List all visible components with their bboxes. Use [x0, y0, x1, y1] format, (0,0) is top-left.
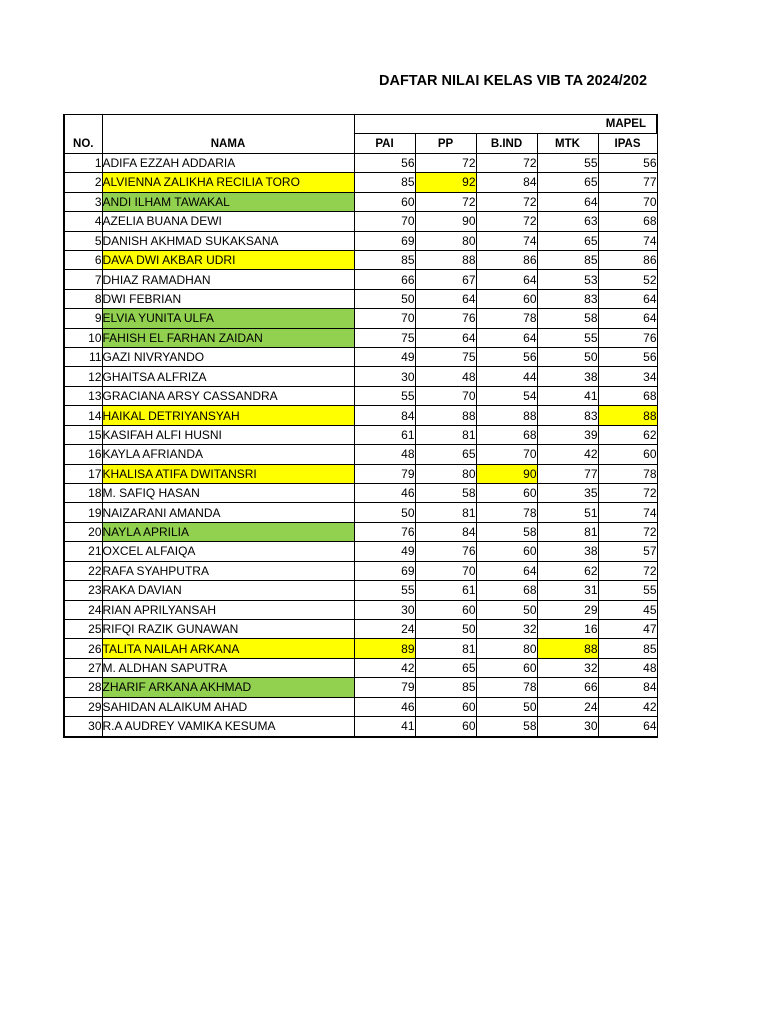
- row-number: 15: [64, 425, 102, 444]
- score-cell: 88: [476, 406, 537, 425]
- score-cell: 65: [415, 658, 476, 677]
- score-cell: 86: [598, 250, 657, 269]
- score-cell: 65: [537, 231, 598, 250]
- score-cell: 92: [415, 173, 476, 192]
- score-cell: 49: [354, 348, 415, 367]
- score-cell: 64: [476, 328, 537, 347]
- header-subject-mtk: MTK: [537, 134, 598, 153]
- score-cell: 50: [537, 348, 598, 367]
- table-row: [64, 192, 657, 211]
- table-row: [64, 425, 657, 444]
- row-number: 6: [64, 250, 102, 269]
- student-name: GAZI NIVRYANDO: [102, 348, 354, 367]
- score-cell: 48: [598, 658, 657, 677]
- table-row: [64, 289, 657, 308]
- table-row: [64, 464, 657, 483]
- score-cell: 55: [354, 386, 415, 405]
- score-cell: 56: [598, 348, 657, 367]
- score-cell: 50: [476, 697, 537, 716]
- table-row: [64, 581, 657, 600]
- score-cell: 38: [537, 542, 598, 561]
- header-nama-label: NAMA: [210, 137, 246, 150]
- score-cell: 45: [598, 600, 657, 619]
- row-number: 17: [64, 464, 102, 483]
- student-name: OXCEL ALFAIQA: [102, 542, 354, 561]
- score-cell: 72: [476, 212, 537, 231]
- score-cell: 83: [537, 406, 598, 425]
- score-cell: 30: [354, 367, 415, 386]
- score-cell: 84: [598, 678, 657, 697]
- score-cell: 70: [415, 561, 476, 580]
- row-number: 21: [64, 542, 102, 561]
- score-cell: 68: [476, 425, 537, 444]
- student-name: NAYLA APRILIA: [102, 522, 354, 541]
- score-cell: 64: [537, 192, 598, 211]
- score-cell: 49: [354, 542, 415, 561]
- score-cell: 42: [598, 697, 657, 716]
- score-cell: 47: [598, 619, 657, 638]
- score-cell: 74: [598, 503, 657, 522]
- row-number: 27: [64, 658, 102, 677]
- row-number: 14: [64, 406, 102, 425]
- table-row: [64, 173, 657, 192]
- score-cell: 88: [537, 639, 598, 658]
- score-cell: 60: [476, 289, 537, 308]
- row-number: 24: [64, 600, 102, 619]
- row-number: 28: [64, 678, 102, 697]
- score-cell: 64: [598, 289, 657, 308]
- student-name: HAIKAL DETRIYANSYAH: [102, 406, 354, 425]
- student-name: SAHIDAN ALAIKUM AHAD: [102, 697, 354, 716]
- table-row: [64, 600, 657, 619]
- score-cell: 64: [598, 309, 657, 328]
- score-cell: 38: [537, 367, 598, 386]
- header-subject-pp: PP: [415, 134, 476, 153]
- score-cell: 56: [354, 153, 415, 172]
- header-no-label: NO.: [73, 137, 94, 150]
- score-cell: 41: [537, 386, 598, 405]
- row-number: 30: [64, 717, 102, 737]
- row-number: 20: [64, 522, 102, 541]
- score-cell: 60: [476, 542, 537, 561]
- score-cell: 76: [415, 309, 476, 328]
- score-cell: 60: [415, 697, 476, 716]
- score-cell: 62: [537, 561, 598, 580]
- table-row: [64, 270, 657, 289]
- table-row: [64, 717, 657, 737]
- student-name: ELVIA YUNITA ULFA: [102, 309, 354, 328]
- page-title: DAFTAR NILAI KELAS VIB TA 2024/202: [379, 73, 648, 89]
- score-cell: 90: [415, 212, 476, 231]
- score-cell: 72: [476, 153, 537, 172]
- score-cell: 77: [537, 464, 598, 483]
- score-cell: 60: [476, 484, 537, 503]
- score-cell: 80: [415, 464, 476, 483]
- score-cell: 63: [537, 212, 598, 231]
- row-number: 19: [64, 503, 102, 522]
- score-cell: 68: [476, 581, 537, 600]
- score-cell: 83: [537, 289, 598, 308]
- score-cell: 77: [598, 173, 657, 192]
- score-cell: 60: [415, 717, 476, 737]
- row-number: 7: [64, 270, 102, 289]
- student-name: M. SAFIQ HASAN: [102, 484, 354, 503]
- score-cell: 85: [415, 678, 476, 697]
- table-row: [64, 250, 657, 269]
- table-row: [64, 406, 657, 425]
- student-name: NAIZARANI AMANDA: [102, 503, 354, 522]
- score-cell: 68: [598, 212, 657, 231]
- score-cell: 29: [537, 600, 598, 619]
- student-name: RAFA SYAHPUTRA: [102, 561, 354, 580]
- score-cell: 69: [354, 231, 415, 250]
- score-cell: 55: [537, 328, 598, 347]
- row-number: 16: [64, 445, 102, 464]
- score-cell: 81: [415, 639, 476, 658]
- score-cell: 50: [354, 289, 415, 308]
- student-name: FAHISH EL FARHAN ZAIDAN: [102, 328, 354, 347]
- score-cell: 74: [476, 231, 537, 250]
- header-subject-ipas: IPAS: [598, 134, 657, 153]
- row-number: 4: [64, 212, 102, 231]
- score-cell: 72: [476, 192, 537, 211]
- score-cell: 68: [598, 386, 657, 405]
- table-row: [64, 212, 657, 231]
- score-cell: 88: [598, 406, 657, 425]
- row-number: 11: [64, 348, 102, 367]
- score-cell: 79: [354, 464, 415, 483]
- row-number: 8: [64, 289, 102, 308]
- student-name: ALVIENNA ZALIKHA RECILIA TORO: [102, 173, 354, 192]
- score-cell: 90: [476, 464, 537, 483]
- score-cell: 72: [415, 192, 476, 211]
- score-cell: 88: [415, 250, 476, 269]
- student-name: ADIFA EZZAH ADDARIA: [102, 153, 354, 172]
- score-cell: 41: [354, 717, 415, 737]
- table-row: [64, 231, 657, 250]
- score-cell: 76: [415, 542, 476, 561]
- score-cell: 32: [537, 658, 598, 677]
- score-cell: 85: [537, 250, 598, 269]
- score-cell: 50: [476, 600, 537, 619]
- score-cell: 35: [537, 484, 598, 503]
- score-cell: 70: [415, 386, 476, 405]
- score-cell: 42: [537, 445, 598, 464]
- score-cell: 64: [415, 328, 476, 347]
- table-row: [64, 542, 657, 561]
- score-cell: 76: [354, 522, 415, 541]
- table-row: [64, 503, 657, 522]
- score-cell: 56: [598, 153, 657, 172]
- student-name: ZHARIF ARKANA AKHMAD: [102, 678, 354, 697]
- score-cell: 61: [354, 425, 415, 444]
- score-cell: 70: [476, 445, 537, 464]
- score-cell: 80: [476, 639, 537, 658]
- row-number: 3: [64, 192, 102, 211]
- score-cell: 75: [415, 348, 476, 367]
- score-cell: 72: [598, 561, 657, 580]
- header-cell-nama: [102, 115, 354, 154]
- score-cell: 72: [415, 153, 476, 172]
- student-name: ANDI ILHAM TAWAKAL: [102, 192, 354, 211]
- score-cell: 64: [476, 270, 537, 289]
- student-name: DANISH AKHMAD SUKAKSANA: [102, 231, 354, 250]
- header-subject-pai: PAI: [354, 134, 415, 153]
- header-row-mapel: [64, 115, 657, 134]
- score-cell: 54: [476, 386, 537, 405]
- score-cell: 81: [415, 503, 476, 522]
- table-row: [64, 658, 657, 677]
- student-name: GRACIANA ARSY CASSANDRA: [102, 386, 354, 405]
- score-cell: 88: [415, 406, 476, 425]
- score-cell: 78: [476, 503, 537, 522]
- score-cell: 85: [354, 173, 415, 192]
- score-cell: 58: [476, 717, 537, 737]
- score-cell: 70: [354, 309, 415, 328]
- score-cell: 30: [537, 717, 598, 737]
- score-cell: 53: [537, 270, 598, 289]
- score-cell: 56: [476, 348, 537, 367]
- row-number: 13: [64, 386, 102, 405]
- row-number: 5: [64, 231, 102, 250]
- score-cell: 76: [598, 328, 657, 347]
- row-number: 26: [64, 639, 102, 658]
- score-cell: 66: [537, 678, 598, 697]
- score-cell: 42: [354, 658, 415, 677]
- score-cell: 31: [537, 581, 598, 600]
- score-cell: 60: [415, 600, 476, 619]
- student-name: DAVA DWI AKBAR UDRI: [102, 250, 354, 269]
- score-cell: 55: [537, 153, 598, 172]
- student-name: R.A AUDREY VAMIKA KESUMA: [102, 717, 354, 737]
- score-cell: 78: [598, 464, 657, 483]
- table-row: [64, 561, 657, 580]
- row-number: 2: [64, 173, 102, 192]
- score-cell: 46: [354, 697, 415, 716]
- table-row: [64, 386, 657, 405]
- score-cell: 74: [598, 231, 657, 250]
- student-name: DWI FEBRIAN: [102, 289, 354, 308]
- score-cell: 24: [354, 619, 415, 638]
- row-number: 10: [64, 328, 102, 347]
- score-cell: 72: [598, 484, 657, 503]
- student-name: AZELIA BUANA DEWI: [102, 212, 354, 231]
- score-cell: 70: [354, 212, 415, 231]
- table-row: [64, 678, 657, 697]
- score-cell: 50: [354, 503, 415, 522]
- student-name: RIFQI RAZIK GUNAWAN: [102, 619, 354, 638]
- score-cell: 62: [598, 425, 657, 444]
- row-number: 23: [64, 581, 102, 600]
- table-row: [64, 522, 657, 541]
- score-cell: 84: [415, 522, 476, 541]
- score-cell: 65: [537, 173, 598, 192]
- score-cell: 16: [537, 619, 598, 638]
- row-number: 12: [64, 367, 102, 386]
- table-row: [64, 619, 657, 638]
- score-cell: 69: [354, 561, 415, 580]
- student-name: RAKA DAVIAN: [102, 581, 354, 600]
- score-cell: 67: [415, 270, 476, 289]
- score-cell: 58: [476, 522, 537, 541]
- table-row: [64, 153, 657, 172]
- score-cell: 32: [476, 619, 537, 638]
- score-cell: 64: [598, 717, 657, 737]
- row-number: 25: [64, 619, 102, 638]
- student-name: RIAN APRILYANSAH: [102, 600, 354, 619]
- score-cell: 64: [476, 561, 537, 580]
- score-cell: 30: [354, 600, 415, 619]
- score-cell: 89: [354, 639, 415, 658]
- score-cell: 39: [537, 425, 598, 444]
- score-cell: 55: [598, 581, 657, 600]
- score-cell: 61: [415, 581, 476, 600]
- score-cell: 84: [476, 173, 537, 192]
- table-row: [64, 484, 657, 503]
- score-cell: 60: [354, 192, 415, 211]
- table-row: [64, 697, 657, 716]
- table-row: [64, 328, 657, 347]
- score-cell: 79: [354, 678, 415, 697]
- score-cell: 48: [354, 445, 415, 464]
- score-cell: 66: [354, 270, 415, 289]
- row-number: 1: [64, 153, 102, 172]
- score-cell: 58: [415, 484, 476, 503]
- header-subject-bind: B.IND: [476, 134, 537, 153]
- table-row: [64, 445, 657, 464]
- table-row: [64, 309, 657, 328]
- student-name: KASIFAH ALFI HUSNI: [102, 425, 354, 444]
- score-cell: 81: [415, 425, 476, 444]
- score-cell: 84: [354, 406, 415, 425]
- score-cell: 58: [537, 309, 598, 328]
- score-cell: 64: [415, 289, 476, 308]
- header-mapel: MAPEL: [354, 115, 657, 134]
- score-cell: 24: [537, 697, 598, 716]
- score-cell: 48: [415, 367, 476, 386]
- student-name: DHIAZ RAMADHAN: [102, 270, 354, 289]
- grades-table: [63, 114, 658, 738]
- score-cell: 78: [476, 309, 537, 328]
- score-cell: 50: [415, 619, 476, 638]
- score-cell: 72: [598, 522, 657, 541]
- score-cell: 81: [537, 522, 598, 541]
- student-name: GHAITSA ALFRIZA: [102, 367, 354, 386]
- table-row: [64, 367, 657, 386]
- score-cell: 60: [476, 658, 537, 677]
- score-cell: 85: [354, 250, 415, 269]
- score-cell: 52: [598, 270, 657, 289]
- score-cell: 60: [598, 445, 657, 464]
- score-cell: 51: [537, 503, 598, 522]
- student-name: KHALISA ATIFA DWITANSRI: [102, 464, 354, 483]
- header-cell-no: [64, 115, 102, 154]
- student-name: M. ALDHAN SAPUTRA: [102, 658, 354, 677]
- table-row: [64, 639, 657, 658]
- student-name: TALITA NAILAH ARKANA: [102, 639, 354, 658]
- score-cell: 46: [354, 484, 415, 503]
- row-number: 29: [64, 697, 102, 716]
- row-number: 18: [64, 484, 102, 503]
- table-row: [64, 348, 657, 367]
- row-number: 22: [64, 561, 102, 580]
- row-number: 9: [64, 309, 102, 328]
- score-cell: 80: [415, 231, 476, 250]
- score-cell: 57: [598, 542, 657, 561]
- score-cell: 75: [354, 328, 415, 347]
- score-cell: 65: [415, 445, 476, 464]
- student-name: KAYLA AFRIANDA: [102, 445, 354, 464]
- score-cell: 70: [598, 192, 657, 211]
- score-cell: 78: [476, 678, 537, 697]
- score-cell: 55: [354, 581, 415, 600]
- score-cell: 86: [476, 250, 537, 269]
- score-cell: 44: [476, 367, 537, 386]
- score-cell: 34: [598, 367, 657, 386]
- score-cell: 85: [598, 639, 657, 658]
